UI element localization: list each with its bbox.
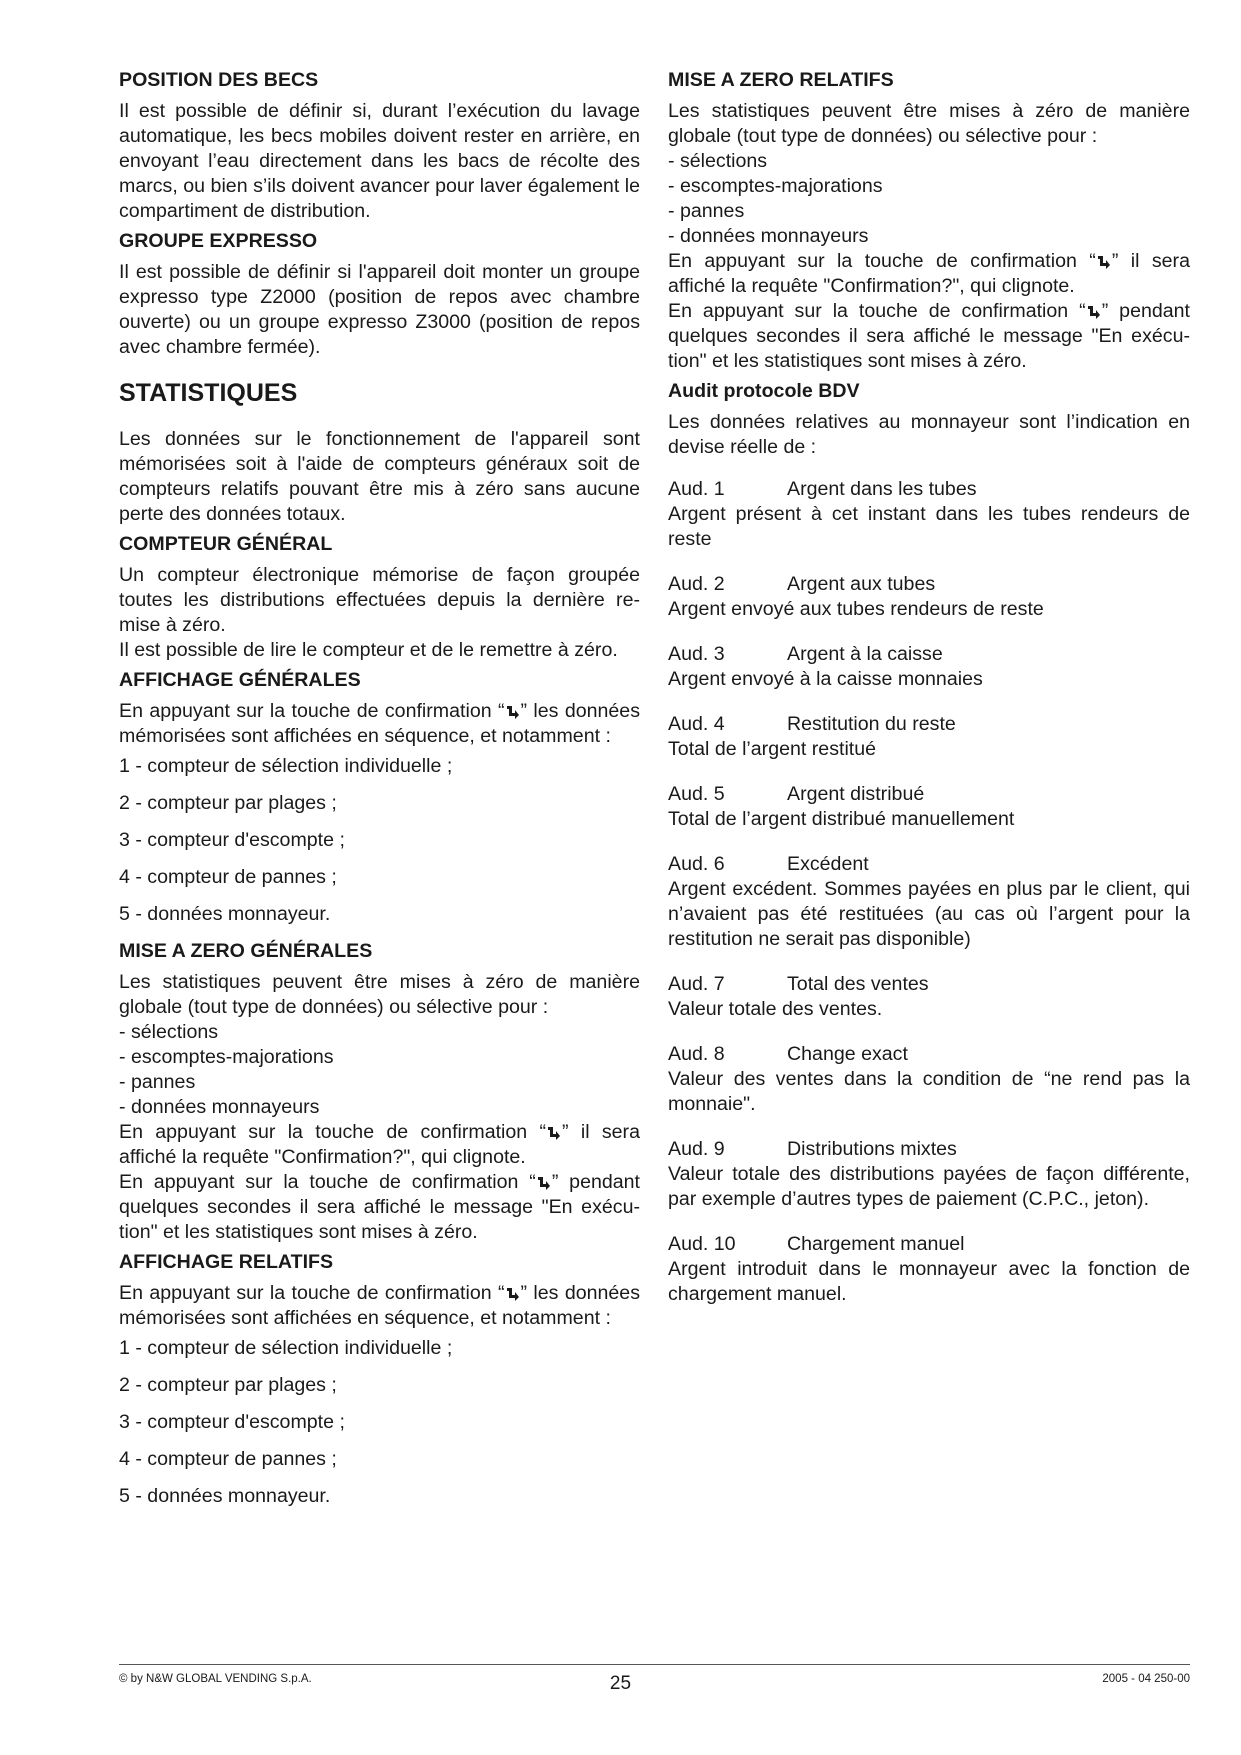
audit-name: Chargement manuel	[787, 1233, 965, 1255]
audit-name: Argent aux tubes	[787, 573, 936, 595]
list-item: 5 - données monnayeur.	[119, 1485, 331, 1507]
audit-desc: Argent présent à cet instant dans les tubes rendeurs de reste	[668, 503, 1190, 550]
audit-entry	[668, 712, 1190, 762]
paragraph	[119, 1120, 640, 1170]
audit-code: Aud. 2	[668, 573, 725, 595]
audit-code: Aud. 8	[668, 1043, 725, 1065]
list-item: - pannes	[119, 1071, 196, 1093]
audit-name: Restitution du reste	[787, 713, 956, 735]
audit-name: Excédent	[787, 853, 869, 875]
audit-code: Aud. 4	[668, 713, 725, 735]
section-title: Audit protocole BDV	[668, 380, 860, 402]
audit-name: Argent distribué	[787, 783, 925, 805]
audit-entry	[668, 852, 1190, 952]
text-segment: En appuyant sur la touche de confirmation “	[668, 250, 1096, 272]
audit-name: Change exact	[787, 1043, 908, 1065]
audit-desc: Argent envoyé à la caisse monnaies	[668, 668, 983, 690]
audit-code: Aud. 10	[668, 1233, 736, 1255]
paragraph	[119, 699, 640, 749]
list-item: - sélections	[119, 1021, 219, 1043]
confirm-key-icon	[1087, 304, 1101, 320]
section-title: MISE A ZERO RELATIFS	[668, 69, 894, 91]
audit-entry	[668, 572, 1190, 622]
audit-desc: Argent excédent. Sommes payées en plus par le client, qui n’avaient pas été restituées (au cas où l’argent pour la restitution ne serait pas disponible)	[668, 878, 1190, 950]
text-segment: ” pendant quelques secondes il sera affiché le message "En exécu-tion" et les statistiques sont mises à zéro.	[668, 300, 1191, 372]
audit-desc: Total de l’argent distribué manuellement	[668, 808, 1015, 830]
text-segment: En appuyant sur la touche de confirmation “	[668, 300, 1086, 322]
list-item: 2 - compteur par plages ;	[119, 1374, 337, 1396]
confirm-key-icon	[1097, 254, 1111, 270]
list-item: 2 - compteur par plages ;	[119, 792, 337, 814]
text-segment: ” il sera affiché la requête "Confirmation?", qui clignote.	[119, 1121, 640, 1168]
section-title: COMPTEUR GÉNÉRAL	[119, 533, 333, 555]
right-column	[668, 68, 1190, 1327]
confirm-key-icon	[506, 704, 520, 720]
audit-code: Aud. 1	[668, 478, 725, 500]
list-item: - sélections	[668, 150, 768, 172]
list-item: - données monnayeurs	[668, 225, 869, 247]
audit-code: Aud. 6	[668, 853, 725, 875]
section-title: POSITION DES BECS	[119, 69, 319, 91]
paragraph	[119, 1170, 640, 1245]
paragraph	[119, 1281, 640, 1331]
paragraph: Un compteur électronique mémorise de façon groupée toutes les distributions effectuées depuis la dernière re-mise à zéro.	[119, 564, 640, 636]
confirm-key-icon	[547, 1125, 561, 1141]
paragraph: Il est possible de définir si, durant l’exécution du lavage automatique, les becs mobiles doivent rester en arrière, en envoyant l’eau directement dans les bacs de récolte des marcs, ou bien s’ils doivent avancer pour laver également le compartiment de distribution.	[119, 100, 640, 222]
paragraph	[668, 249, 1190, 299]
audit-entry	[668, 1042, 1190, 1117]
list-item: 1 - compteur de sélection individuelle ;	[119, 1337, 453, 1359]
list-item: 1 - compteur de sélection individuelle ;	[119, 755, 453, 777]
list-item: - escomptes-majorations	[119, 1046, 334, 1068]
paragraph: Les statistiques peuvent être mises à zéro de manière globale (tout type de données) ou sélective pour :	[119, 971, 640, 1018]
audit-code: Aud. 9	[668, 1138, 725, 1160]
paragraph: Les données sur le fonctionnement de l'appareil sont mémorisées soit à l'aide de compteurs généraux soit de compteurs relatifs pouvant être mis à zéro sans aucune perte des données totaux.	[119, 428, 640, 525]
paragraph: Les données relatives au monnayeur sont l’indication en devise réelle de :	[668, 411, 1190, 458]
audit-name: Distributions mixtes	[787, 1138, 957, 1160]
audit-desc: Total de l’argent restitué	[668, 738, 877, 760]
audit-desc: Argent introduit dans le monnayeur avec la fonction de chargement manuel.	[668, 1258, 1190, 1305]
paragraph	[668, 299, 1190, 374]
audit-desc: Valeur totale des distributions payées de façon différente, par exemple d’autres types de paiement (C.P.C., jeton).	[668, 1163, 1190, 1210]
document-code: 2005 - 04 250-00	[1102, 1673, 1190, 1685]
audit-entry	[668, 477, 1190, 552]
list-item: - pannes	[668, 200, 745, 222]
audit-entry	[668, 1232, 1190, 1307]
audit-entry	[668, 782, 1190, 832]
list-item: - escomptes-majorations	[668, 175, 883, 197]
paragraph: Les statistiques peuvent être mises à zéro de manière globale (tout type de données) ou sélective pour :	[668, 100, 1190, 147]
paragraph: Il est possible de lire le compteur et de le remettre à zéro.	[119, 639, 618, 661]
confirm-key-icon	[506, 1286, 520, 1302]
audit-entry	[668, 642, 1190, 692]
audit-code: Aud. 5	[668, 783, 725, 805]
section-title: AFFICHAGE RELATIFS	[119, 1251, 334, 1273]
page-number: 25	[609, 1673, 632, 1694]
section-title: MISE A ZERO GÉNÉRALES	[119, 940, 373, 962]
confirm-key-icon	[537, 1175, 551, 1191]
text-segment: ” pendant quelques secondes il sera affiché le message "En exécu-tion" et les statistiques sont mises à zéro.	[119, 1171, 641, 1243]
text-segment: ” il sera affiché la requête "Confirmation?", qui clignote.	[668, 250, 1190, 297]
text-segment: En appuyant sur la touche de confirmation “	[119, 1282, 505, 1304]
text-segment: En appuyant sur la touche de confirmation “	[119, 1171, 536, 1193]
text-segment: ” les données mémorisées sont affichées en séquence, et notamment :	[119, 700, 641, 747]
audit-code: Aud. 3	[668, 643, 725, 665]
footer-copyright: © by N&W GLOBAL VENDING S.p.A.	[119, 1673, 312, 1685]
audit-desc: Valeur totale des ventes.	[668, 998, 883, 1020]
text-segment: En appuyant sur la touche de confirmation “	[119, 700, 505, 722]
list-item: - données monnayeurs	[119, 1096, 320, 1118]
text-segment: En appuyant sur la touche de confirmation “	[119, 1121, 547, 1143]
audit-name: Argent à la caisse	[787, 643, 943, 665]
left-column	[119, 68, 640, 1521]
audit-desc: Valeur des ventes dans la condition de “ne rend pas la monnaie".	[668, 1068, 1190, 1115]
audit-entry	[668, 1137, 1190, 1212]
list-item: 4 - compteur de pannes ;	[119, 1448, 337, 1470]
list-item: 5 - données monnayeur.	[119, 903, 331, 925]
audit-code: Aud. 7	[668, 973, 725, 995]
text-segment: ” les données mémorisées sont affichées en séquence, et notamment :	[119, 1282, 641, 1329]
audit-desc: Argent envoyé aux tubes rendeurs de reste	[668, 598, 1044, 620]
paragraph: Il est possible de définir si l'appareil doit monter un groupe expresso type Z2000 (position de repos avec chambre ouverte) ou un groupe expresso Z3000 (position de repos avec chambre fermée).	[119, 261, 640, 358]
footer-divider	[119, 1664, 1190, 1665]
audit-name: Argent dans les tubes	[787, 478, 977, 500]
list-item: 4 - compteur de pannes ;	[119, 866, 337, 888]
audit-name: Total des ventes	[787, 973, 929, 995]
list-item: 3 - compteur d'escompte ;	[119, 829, 345, 851]
audit-entry	[668, 972, 1190, 1022]
section-title: GROUPE EXPRESSO	[119, 230, 318, 252]
chapter-title: STATISTIQUES	[119, 379, 298, 407]
section-title: AFFICHAGE GÉNÉRALES	[119, 669, 361, 691]
list-item: 3 - compteur d'escompte ;	[119, 1411, 345, 1433]
